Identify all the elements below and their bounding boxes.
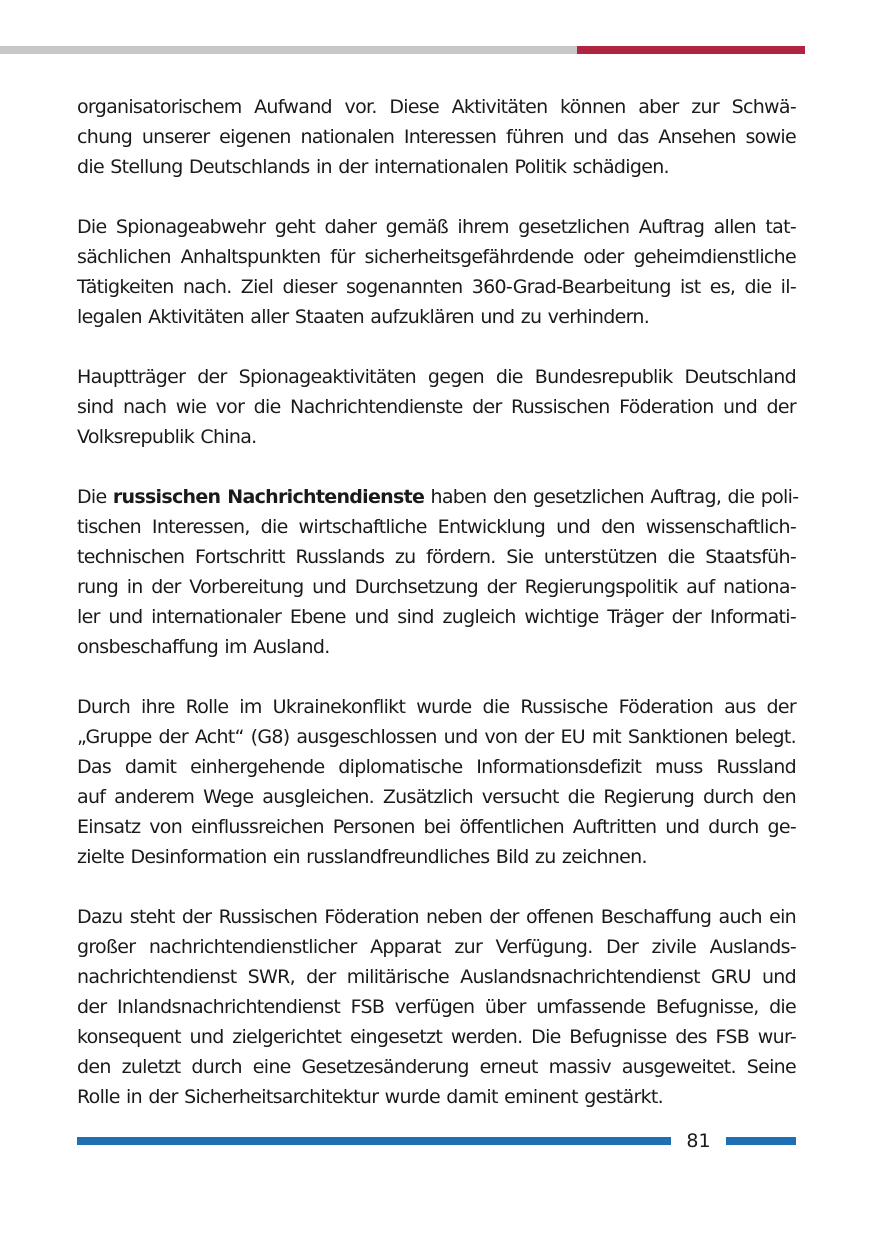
body-text bbox=[77, 92, 799, 1142]
text-line: organisatorischem Aufwand vor. Diese Aktivitäten können aber zur Schwä- bbox=[77, 96, 796, 118]
text-line: die Stellung Deutschlands in der internationalen Politik schädigen. bbox=[77, 156, 669, 178]
text-line: Dazu steht der Russischen Föderation neben der offenen Beschaffung auch ein bbox=[77, 906, 796, 928]
text-line: technischen Fortschritt Russlands zu fördern. Sie unterstützen die Staatsfüh- bbox=[77, 546, 796, 568]
text-prefix: Die bbox=[77, 486, 113, 508]
text-line: onsbeschaffung im Ausland. bbox=[77, 636, 330, 658]
emphasis-russian-intelligence: russischen Nachrichtendienste bbox=[112, 486, 425, 508]
paragraph-6 bbox=[77, 902, 796, 1112]
page-number: 81 bbox=[686, 1130, 711, 1152]
text-line: der Inlandsnachrichtendienst FSB verfügen über umfassende Befugnisse, die bbox=[77, 996, 796, 1018]
text-line: Einsatz von einflussreichen Personen bei öffentlichen Auftritten und durch ge- bbox=[77, 816, 796, 838]
footer-rule-right bbox=[726, 1137, 796, 1145]
paragraph-3 bbox=[77, 362, 796, 452]
paragraph-2 bbox=[77, 212, 796, 332]
paragraph-1 bbox=[77, 92, 796, 182]
text-line: tischen Interessen, die wirtschaftliche Entwicklung und den wissenschaftlich- bbox=[77, 516, 796, 538]
text-line: Hauptträger der Spionageaktivitäten gegen die Bundesrepublik Deutschland bbox=[77, 366, 796, 388]
text-line: Volksrepublik China. bbox=[77, 426, 257, 448]
text-line: Rolle in der Sicherheitsarchitektur wurde damit eminent gestärkt. bbox=[77, 1086, 663, 1108]
text-line: den zuletzt durch eine Gesetzesänderung erneut massiv ausgeweitet. Seine bbox=[77, 1056, 796, 1078]
text-line: Tätigkeiten nach. Ziel dieser sogenannten 360-Grad-Bearbeitung ist es, die il- bbox=[77, 276, 796, 298]
text-line: „Gruppe der Acht“ (G8) ausgeschlossen und von der EU mit Sanktionen belegt. bbox=[77, 726, 796, 748]
paragraph-5 bbox=[77, 692, 796, 872]
text-line: Das damit einhergehende diplomatische Informationsdefizit muss Russland bbox=[77, 756, 796, 778]
text-line: auf anderem Wege ausgleichen. Zusätzlich versucht die Regierung durch den bbox=[77, 786, 796, 808]
text-suffix: haben den gesetzlichen Auftrag, die poli- bbox=[424, 486, 799, 508]
text-line: nachrichtendienst SWR, der militärische Auslandsnachrichtendienst GRU und bbox=[77, 966, 796, 988]
paragraph-4 bbox=[77, 482, 799, 662]
text-line: Durch ihre Rolle im Ukrainekonflikt wurde die Russische Föderation aus der bbox=[77, 696, 796, 718]
text-line: chung unserer eigenen nationalen Interessen führen und das Ansehen sowie bbox=[77, 126, 796, 148]
header-rule-gray bbox=[0, 46, 577, 54]
text-line: ler und internationaler Ebene und sind zugleich wichtige Träger der Informati- bbox=[77, 606, 796, 628]
text-line: großer nachrichtendienstlicher Apparat zur Verfügung. Der zivile Auslands- bbox=[77, 936, 796, 958]
text-line: sind nach wie vor die Nachrichtendienste der Russischen Föderation und der bbox=[77, 396, 796, 418]
text-line: legalen Aktivitäten aller Staaten aufzuklären und zu verhindern. bbox=[77, 306, 650, 328]
text-line: sächlichen Anhaltspunkten für sicherheitsgefährdende oder geheimdienstliche bbox=[77, 246, 796, 268]
text-line: Die Spionageabwehr geht daher gemäß ihrem gesetzlichen Auftrag allen tat- bbox=[77, 216, 796, 238]
text-line: zielte Desinformation ein russlandfreundliches Bild zu zeichnen. bbox=[77, 846, 647, 868]
text-line: konsequent und zielgerichtet eingesetzt werden. Die Befugnisse des FSB wur- bbox=[77, 1026, 796, 1048]
footer-rule-left bbox=[77, 1137, 671, 1145]
text-line: rung in der Vorbereitung und Durchsetzung der Regierungspolitik auf nationa- bbox=[77, 576, 796, 598]
header-rule-red bbox=[577, 46, 805, 54]
text-line-with-emphasis bbox=[77, 482, 799, 512]
